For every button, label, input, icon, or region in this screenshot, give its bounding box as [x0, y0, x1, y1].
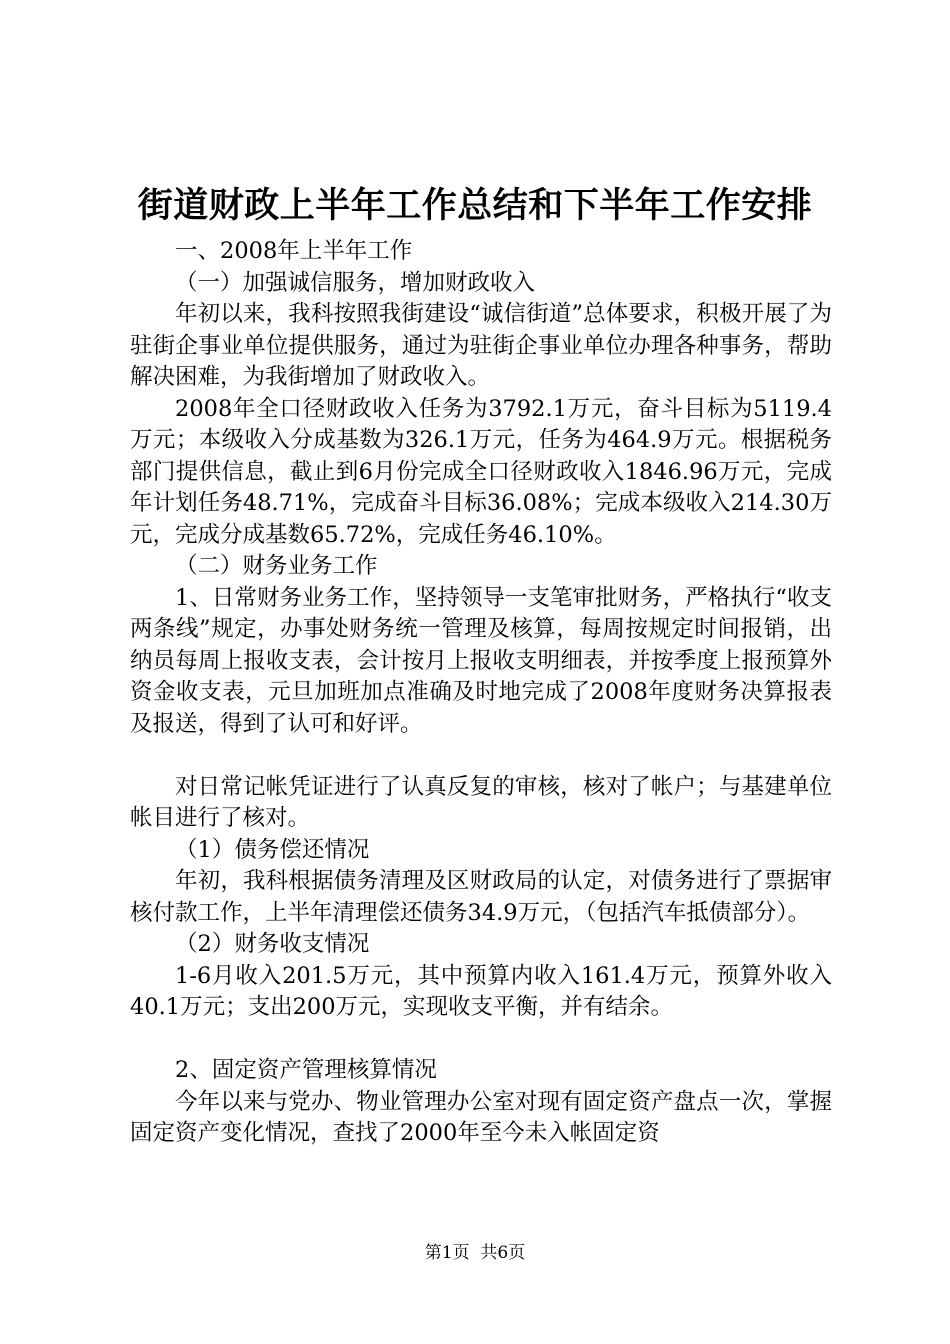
subsection-heading-2: （二）财务业务工作: [175, 553, 378, 579]
paragraph-income-expense: 1-6月收入201.5万元，其中预算内收入161.4万元，预算外收入40.1万元；支出200万元，实现收支平衡，并有结余。: [130, 962, 832, 1020]
item-heading-income-expense: （2）财务收支情况: [175, 931, 370, 957]
document-title: 街道财政上半年工作总结和下半年工作安排: [137, 185, 813, 226]
page-number-footer: 第1页 共6页: [424, 1243, 526, 1263]
item-heading-debt: （1）债务偿还情况: [175, 836, 370, 863]
paragraph-spacer: [130, 740, 832, 772]
paragraph-voucher-audit: 对日常记帐凭证进行了认真反复的审核，核对了帐户；与基建单位帐目进行了核对。: [130, 773, 832, 831]
paragraph-debt-repayment: 年初，我科根据债务清理及区财政局的认定，对债务进行了票据审核付款工作，上半年清理偿还债务34.9万元，（包括汽车抵债部分）。: [130, 868, 832, 926]
paragraph-revenue-figures: 2008年全口径财政收入任务为3792.1万元，奋斗目标为5119.4万元；本级收入分成基数为326.1万元，任务为464.9万元。根据税务部门提供信息，截止到6月份完成全口径财政收入1846.96万元，完成年计划任务48.71%，完成奋斗目标36.08%；完成本级收入214.30万元，完成分成基数65.72%，完成任务46.10%。: [130, 395, 832, 548]
item-heading-fixed-assets: 2、固定资产管理核算情况: [175, 1057, 437, 1083]
paragraph-daily-finance: 1、日常财务业务工作，坚持领导一支笔审批财务，严格执行“收支两条线”规定，办事处财务统一管理及核算，每周按规定时间报销，出纳员每周上报收支表，会计按月上报收支明细表，并按季度上报预算外资金收支表，元旦加班加点准确及时地完成了2008年度财务决算报表及报送，得到了认可和好评。: [130, 584, 832, 737]
paragraph-spacer: [130, 1024, 832, 1056]
paragraph-fixed-assets: 今年以来与党办、物业管理办公室对现有固定资产盘点一次，掌握固定资产变化情况，查找了2000年至今未入帐固定资: [130, 1088, 832, 1146]
subsection-heading-1: （一）加强诚信服务，增加财政收入: [175, 269, 536, 296]
document-body: [130, 236, 832, 1150]
section-heading-1: 一、2008年上半年工作: [175, 238, 413, 264]
paragraph-integrity-service: 年初以来，我科按照我街建设“诚信街道”总体要求，积极开展了为驻街企事业单位提供服务，通过为驻街企事业单位办理各种事务，帮助解决困难，为我街增加了财政收入。: [130, 301, 832, 390]
